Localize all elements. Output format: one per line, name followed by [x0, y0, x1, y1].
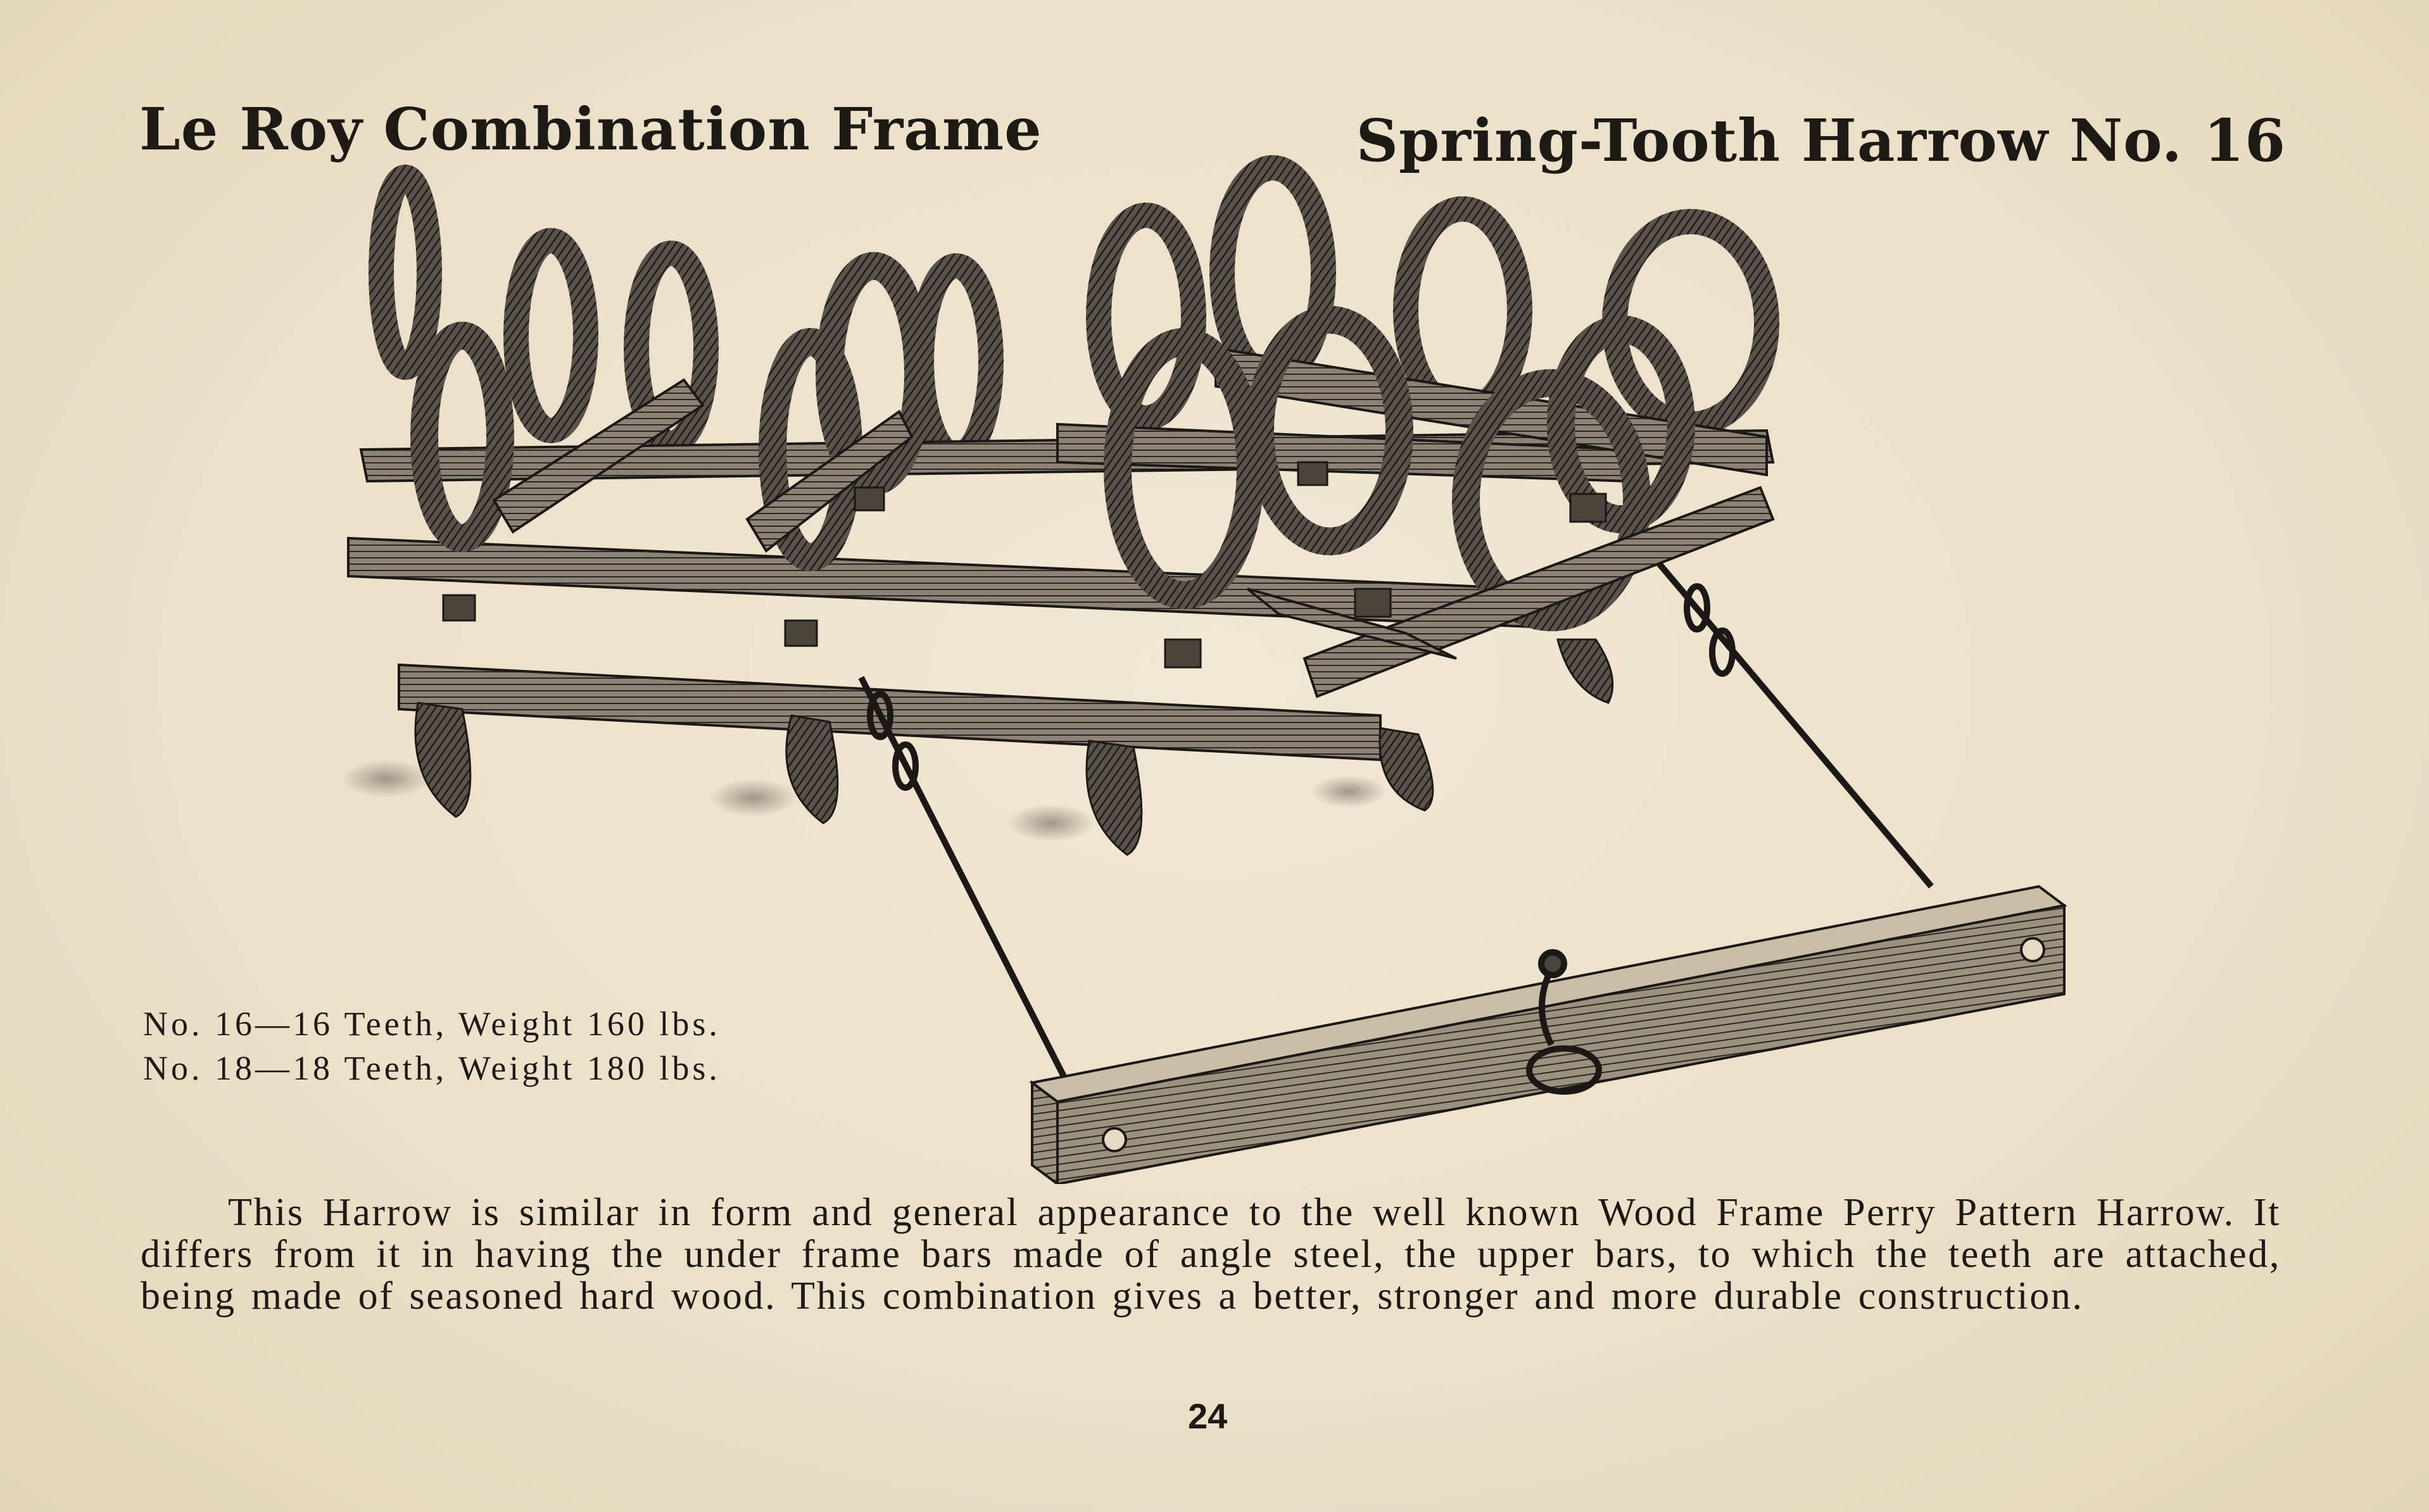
spec-list	[143, 1002, 721, 1090]
spec-line: No. 16—16 Teeth, Weight 160 lbs.	[143, 1005, 721, 1043]
tooth-shadows	[342, 760, 1387, 842]
description-paragraph: This Harrow is similar in form and general appearance to the well known Wood Frame Perry Pattern Harrow. It differs from it in having the under frame bars made of angle steel, the upper bars, to which the teeth are attached, being made of seasoned hard wood. This combination gives a better, stronger and more durable construction.	[141, 1191, 2281, 1318]
spec-line: No. 18—18 Teeth, Weight 180 lbs.	[143, 1049, 721, 1087]
page-title-right: Spring-Tooth Harrow No. 16	[1356, 106, 2286, 175]
page-number: 24	[1188, 1396, 1228, 1436]
page-title-left: Le Roy Combination Frame	[139, 95, 1042, 163]
